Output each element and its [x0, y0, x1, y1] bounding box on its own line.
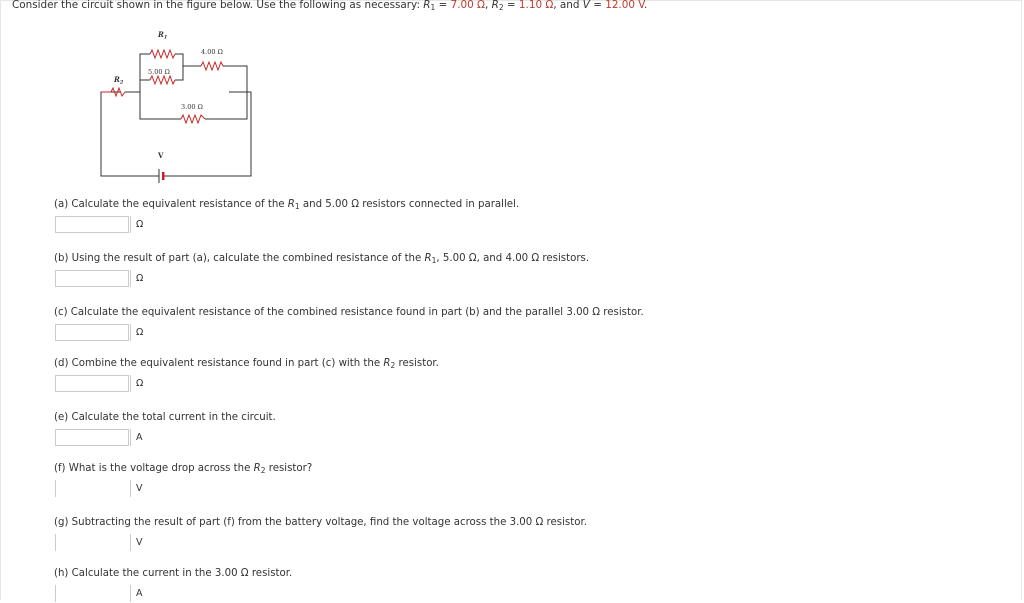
answer-input-h[interactable]	[55, 585, 60, 602]
unit-label: A	[136, 588, 143, 599]
intro-text: Consider the circuit shown in the figure below. Use the following as necessary:	[12, 0, 424, 11]
unit-label: A	[136, 432, 143, 443]
outer-wire-left	[101, 92, 159, 176]
unit-label: Ω	[136, 219, 144, 230]
resistor-5ohm	[150, 76, 175, 84]
part-a	[54, 199, 519, 234]
unit-label: Ω	[136, 327, 144, 338]
question-text: (b) Using the result of part (a), calculate the combined resistance of the $R_1$, 5.00 Ω, and 4.00 Ω resistors.	[54, 253, 590, 265]
part-c	[54, 307, 644, 342]
resistor-3ohm	[181, 115, 205, 123]
unit-label: Ω	[136, 273, 144, 284]
answer-input-a[interactable]	[55, 216, 129, 233]
question-text: (g) Subtracting the result of part (f) from the battery voltage, find the voltage across the 3.00 Ω resistor.	[54, 517, 587, 528]
circuit-diagram	[95, 26, 260, 191]
unit-label: Ω	[136, 378, 144, 389]
resistor-r1	[150, 50, 175, 58]
question-text: (e) Calculate the total current in the circuit.	[54, 412, 276, 423]
part-g	[54, 517, 587, 552]
part-h	[54, 568, 292, 603]
unit-divider	[130, 480, 131, 497]
wire-4ohm-right	[223, 66, 247, 92]
label-5ohm: 5.00 Ω	[148, 68, 170, 76]
r1-subscript: 1	[430, 3, 436, 12]
answer-input-d[interactable]	[55, 375, 129, 392]
answer-input-c[interactable]	[55, 324, 129, 341]
r2-subscript: 2	[498, 3, 504, 12]
unit-divider	[130, 324, 131, 341]
outer-wire-right	[164, 92, 251, 176]
separator: , and	[553, 0, 583, 11]
equals-sign: =	[503, 0, 519, 11]
v-symbol: V	[582, 0, 590, 11]
battery-short-plate	[162, 172, 165, 180]
r1-value: 7.00 Ω	[450, 0, 485, 11]
unit-divider	[130, 270, 131, 287]
separator: ,	[484, 0, 492, 11]
answer-input-f[interactable]	[55, 480, 60, 497]
resistor-4ohm	[201, 62, 223, 70]
equals-sign: =	[435, 0, 451, 11]
unit-divider	[130, 585, 131, 602]
unit-label: V	[136, 537, 143, 548]
question-text: (c) Calculate the equivalent resistance of the combined resistance found in part (b) and the parallel 3.00 Ω resistor.	[54, 307, 644, 318]
answer-input-b[interactable]	[55, 270, 129, 287]
part-f	[54, 463, 312, 498]
label-r1: $R_1$	[158, 30, 168, 41]
question-text: (h) Calculate the current in the 3.00 Ω resistor.	[54, 568, 293, 579]
answer-input-g[interactable]	[55, 534, 60, 551]
answer-input-e[interactable]	[55, 429, 129, 446]
question-text: (d) Combine the equivalent resistance found in part (c) with the $R_2$ resistor.	[54, 358, 439, 370]
part-d	[54, 358, 439, 393]
voltage-value: 12.00 V	[605, 0, 645, 11]
wire-5ohm-right	[175, 66, 183, 80]
period: .	[644, 0, 648, 11]
r2-value: 1.10 Ω	[518, 0, 554, 11]
label-3ohm: 3.00 Ω	[181, 103, 203, 111]
part-e	[54, 412, 276, 447]
r2-symbol: R	[491, 0, 499, 11]
label-4ohm: 4.00 Ω	[201, 48, 223, 56]
r1-symbol: R	[423, 0, 431, 11]
wire-3ohm-right	[205, 92, 247, 119]
unit-divider	[130, 216, 131, 233]
label-r2: $R_2$	[114, 75, 124, 86]
question-text: (f) What is the voltage drop across the $R_2$ resistor?	[54, 463, 313, 475]
unit-divider	[130, 429, 131, 446]
wire-r1-right	[175, 54, 183, 66]
label-voltage: V	[158, 151, 164, 160]
part-b	[54, 253, 589, 288]
equals-sign: =	[589, 0, 606, 11]
unit-divider	[130, 375, 131, 392]
problem-statement	[12, 0, 647, 11]
question-text: (a) Calculate the equivalent resistance of the $R_1$ and 5.00 Ω resistors connected in parallel.	[54, 199, 520, 211]
wire-3ohm-left	[140, 92, 181, 119]
unit-divider	[130, 534, 131, 551]
unit-label: V	[136, 483, 143, 494]
